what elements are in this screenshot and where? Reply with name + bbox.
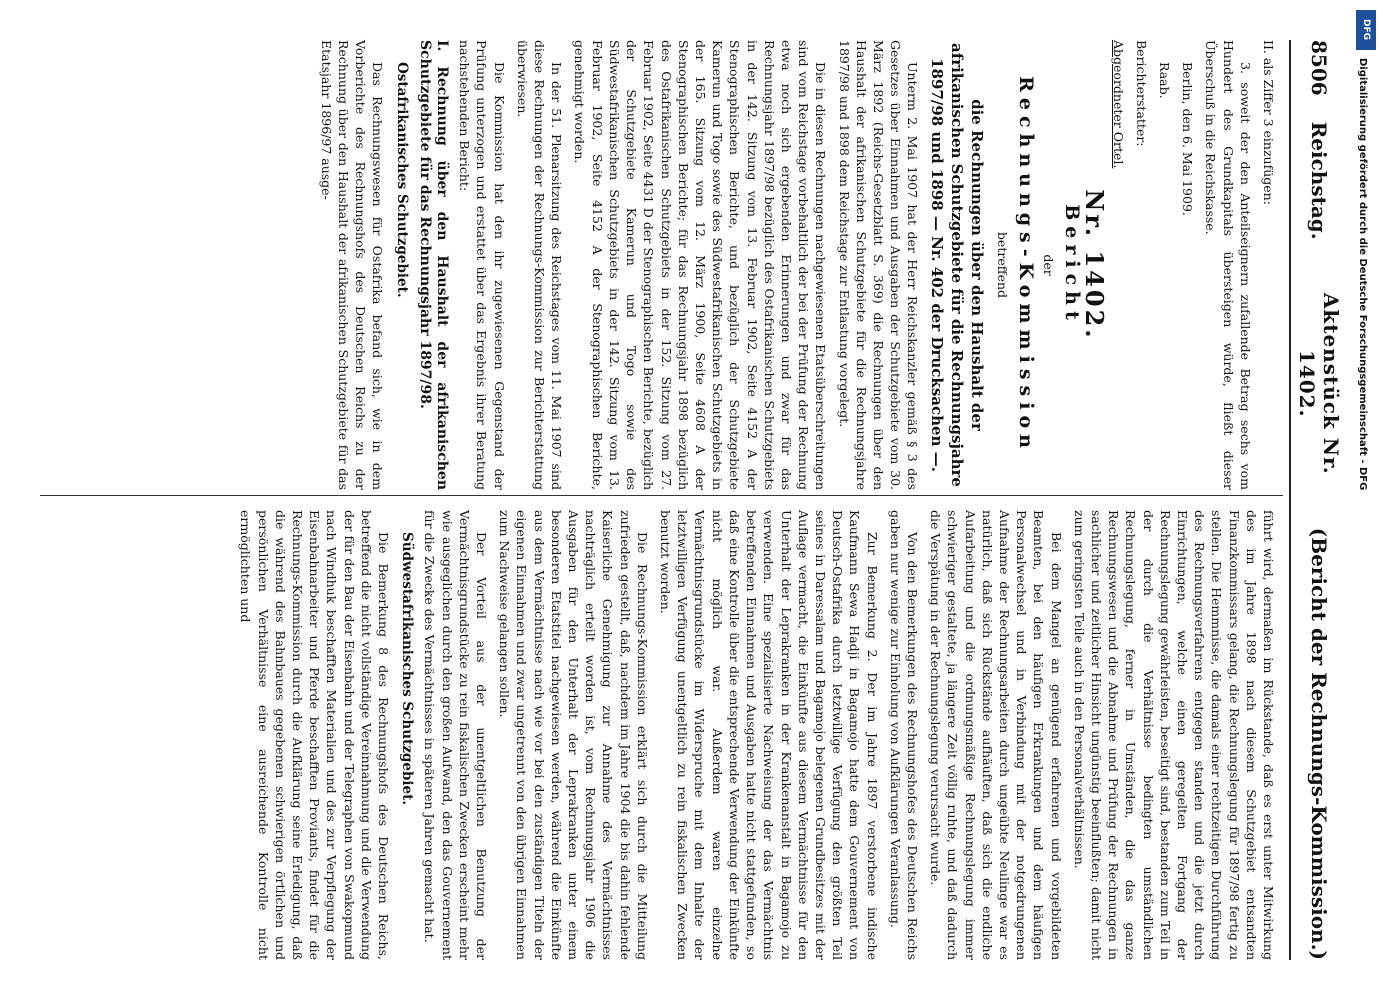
left-paragraph-5: Das Rechnungswesen für Ostafrika befand sich, wie in dem Vorberichte des Rechnungshofs des Deutschen Reichs zu der Rechnung über den Haushalt der afrikanischen Schutzgebiete für das Etatsjahr 1896/97 ausge- [318,40,386,490]
right-column [40,510,1277,960]
dfg-logo: DFG [1356,10,1376,50]
right-paragraph-5: Die Rechnungs-Kommission erklärt sich durch die Mitteilung zufrieden gestellt, daß, nachdem im Jahre 1904 die bis dahin fehlende Kaiserliche Genehmigung zur Annahme des Vermächtnisses nachträglich erteilt worden ist, vom Rechnungsjahr 1906 die Ausgaben für den Unterhalt der Leprakranken unter einem besonderen Etatstitel nachgewiesen werden, während die Einkünfte aus dem Vermächtnisse nach wie vor bei den zuständigen Titeln der eigenen Einnahmen und zwar ungetrennt von den übrigen Einnahmen zum Nachweise gelangen sollen. [497,510,650,960]
header-right-title: (Bericht der Rechnungs-Kommission.) [1307,527,1331,960]
reporter-name: Abgeordneter Ortel. [1110,40,1126,169]
column-divider [40,495,1283,496]
item-2: II. als Ziffer 3 einzufügen: [1261,40,1276,205]
document-title: Bericht [1061,204,1084,326]
title-betreffend: betreffend [994,231,1010,299]
page-header [1295,40,1343,960]
section-1-subheading: Ostafrikanisches Schutzgebiet. [393,62,410,298]
left-column [40,40,1277,490]
title-der: der [1040,254,1056,276]
right-paragraph-7: Die Bemerkung 8 des Rechnungshofs des Deutschen Reichs, betreffend die nicht vollständige Vereinnahmung und die Verwendung der für den Bau der Eisenbahn und der Telegraphen von Swakopmund nach Windhuk beschafften Materialien und des zur Verpflegung der Eisenbahnarbeiter und Pferde beschafften Proviants, findet für die Rechnungs-Kommission durch die Aufklärung seine Erledigung, daß die während des Bahnbaues gegebenen schwierigen örtlichen und persönlichen Verhältnisse eine ausreichende Kontrolle nicht ermöglichten und [238,510,392,960]
document-subject: die Rechnungen über den Haushalt der afrikanischen Schutzgebiete für die Rechnungsjahre 1897/98 und 1898 — Nr. 402 der Drucksachen —. [928,43,987,487]
reporter-label: Berichterstatter: [1133,40,1149,147]
header-center-title: Aktenstück Nr. 1402. [1295,292,1343,475]
left-paragraph-3: In der 51. Plenarsitzung des Reichstages vom 11. Mai 1907 sind diese Rechnungen der Rechnungs-Kommission zur Berichterstattung überwiesen. [514,40,565,490]
commission-name: Rechnungs-Kommission [1014,76,1037,454]
section-1-heading: I. Rechnung über den Haushalt der afrikanischen Schutzgebiete für das Rechnungsjahr 1897/98. [416,40,451,490]
left-paragraph-4: Die Kommission hat den ihr zugewiesenen Gegenstand der Prüfung unterzogen und erstattet über das Ergebnis ihrer Beratung nachstehenden Bericht: [457,40,507,490]
dfg-credit: Digitalisierung gefördert durch die Deutsche Forschungsgemeinschaft - DFG [1357,58,1368,491]
place-date: Berlin, den 6. Mai 1909. [1180,62,1196,216]
document-number: Nr. 1402. [1080,189,1110,341]
signature: Raab. [1156,62,1172,99]
item-3: 3. soweit der den Anteilseignern zufallende Betrag sechs vom Hundert des Grundkapitals übersteigen würde, fließt dieser Überschuß in die Reichskasse. [1203,40,1253,490]
page-number: 8506 [1307,40,1331,96]
section-heading-sw: Südwestafrikanisches Schutzgebiet. [399,532,416,806]
left-paragraph-2: Die in diesen Rechnungen nachgewiesenen Etatsüberschreitungen sind vom Reichstage vorbehaltlich der bei der Prüfung der Rechnung etwa noch sich ergebenden Erinnerungen und zwar für das Rechnungsjahr 1897/98 bezüglich des Ostafrikanischen Schutzgebiets in der 142. Sitzung vom 13. Februar 1902, Seite 4152 A der Stenographischen Berichte, und bezüglich der Schutzgebiete Kamerun und Togo sowie des Südwestafrikanischen Schutzgebiets in der 165. Sitzung vom 12. März 1900, Seite 4608 A der Stenographischen Berichte; für das Rechnungsjahr 1898 bezüglich des Ostafrikanischen Schutzgebiets in der 152. Sitzung vom 27. Februar 1902, Seite 4431 D der Stenographischen Berichte, bezüglich der Schutzgebiete Kamerun und Togo sowie des Südwestafrikanischen Schutzgebiets in der 142. Sitzung vom 13. Februar 1902, Seite 4152 A der Stenographischen Berichte, genehmigt worden. [572,40,829,490]
right-paragraph-3: Von den Bemerkungen des Rechnungshofes des Deutschen Reichs gaben nur wenige zur Einholung von Aufklärungen Veranlassung. [887,510,920,960]
digitization-sidebar [1355,8,1377,988]
header-rule [1289,40,1291,960]
right-paragraph-2: Bei dem Mangel an genügend erfahrenen und vorgebildeten Beamten, bei den häufigen Erkrankungen und dem häufigen Personalwechsel und in Verbindung mit der notgedrungenen Aufnahme der Rechnungsarbeiten durch ungeübte Neulinge war es natürlich, daß sich Rückstände aufhäuften, daß sich die endliche Aufarbeitung und die ordnungsmäßige Rechnungslegung immer schwieriger gestaltete, ja längere Zeit völlig ruhte, und daß dadurch die Verspätung in der Rechnungslegung verursacht wurde. [928,510,1064,960]
left-paragraph-1: Unterm 2. Mai 1907 hat der Herr Reichskanzler gemäß § 3 des Gesetzes über Einnahmen und Ausgaben der Schutzgebiete vom 30. März 1892 (Reichs-Gesetzblatt S. 369) die Rechnungen über den Haushalt der afrikanischen Schutzgebiete für die Rechnungsjahre 1897/98 und 1898 dem Reichstage zur Entlastung vorgelegt. [836,40,921,490]
header-left-title: Reichstag. [1307,121,1331,240]
right-paragraph-6: Der Vorteil aus der unentgeltlichen Benutzung der Vermächtnisgrundstücke zu rein fiskalischen Zwecken erscheint mehr wie ausgeglichen durch den großen Aufwand, den das Gouvernement für die Zwecke des Vermächtnisses in späteren Jahren gemacht hat. [422,510,490,960]
right-paragraph-1: führt wird, dermaßen im Rückstande, daß es erst unter Mitwirkung des im Jahre 1898 nach diesem Schutzgebiet entsandten Finanzkommissars gelang, die Rechnungslegung für 1897/98 fertig zu stellen. Die Hemmnisse, die damals einer rechtzeitigen Durchführung des Rechnungsverfahrens entgegen standen und die jetzt durch Einrichtungen, welche einen geregelten Fortgang der Rechnungslegung gewährleisten, beseitigt sind, bestanden zum Teil in der durch die Verhältnisse bedingten umständlichen Rechnungslegung, ferner in Umständen, die das ganze Rechnungswesen und die Abnahme und Prüfung der Rechnungen in sachlicher und zeitlicher Hinsicht ungünstig beeinflußten; damit nicht zum geringsten Teile auch in den Personalverhältnissen. [1071,510,1276,960]
right-paragraph-4: Zur Bemerkung 2. Der im Jahre 1897 verstorbene indische Kaufmann Sewa Hadji in Bagamojo hatte dem Gouvernement von Deutsch-Ostafrika durch letztwillige Verfügung den größten Teil seines in Daressalam und Bagamojo belegenen Grundbesitzes mit der Auflage vermacht, die Einkünfte aus diesem Vermächtnisse für den Unterhalt der Leprakranken in der Krankenanstalt in Bagamojo zu verwenden. Eine spezialisierte Nachweisung der das Vermächtnis betreffenden Einnahmen und Ausgaben hatte nicht stattgefunden, so daß eine Kontrolle über die entsprechende Verwendung der Einkünfte nicht möglich war. Außerdem waren einzelne Vermächtnisgrundstücke im Widerspruche mit dem Inhalte der letztwilligen Verfügung unentgeltlich zu rein fiskalischen Zwecken benutzt worden. [658,510,880,960]
